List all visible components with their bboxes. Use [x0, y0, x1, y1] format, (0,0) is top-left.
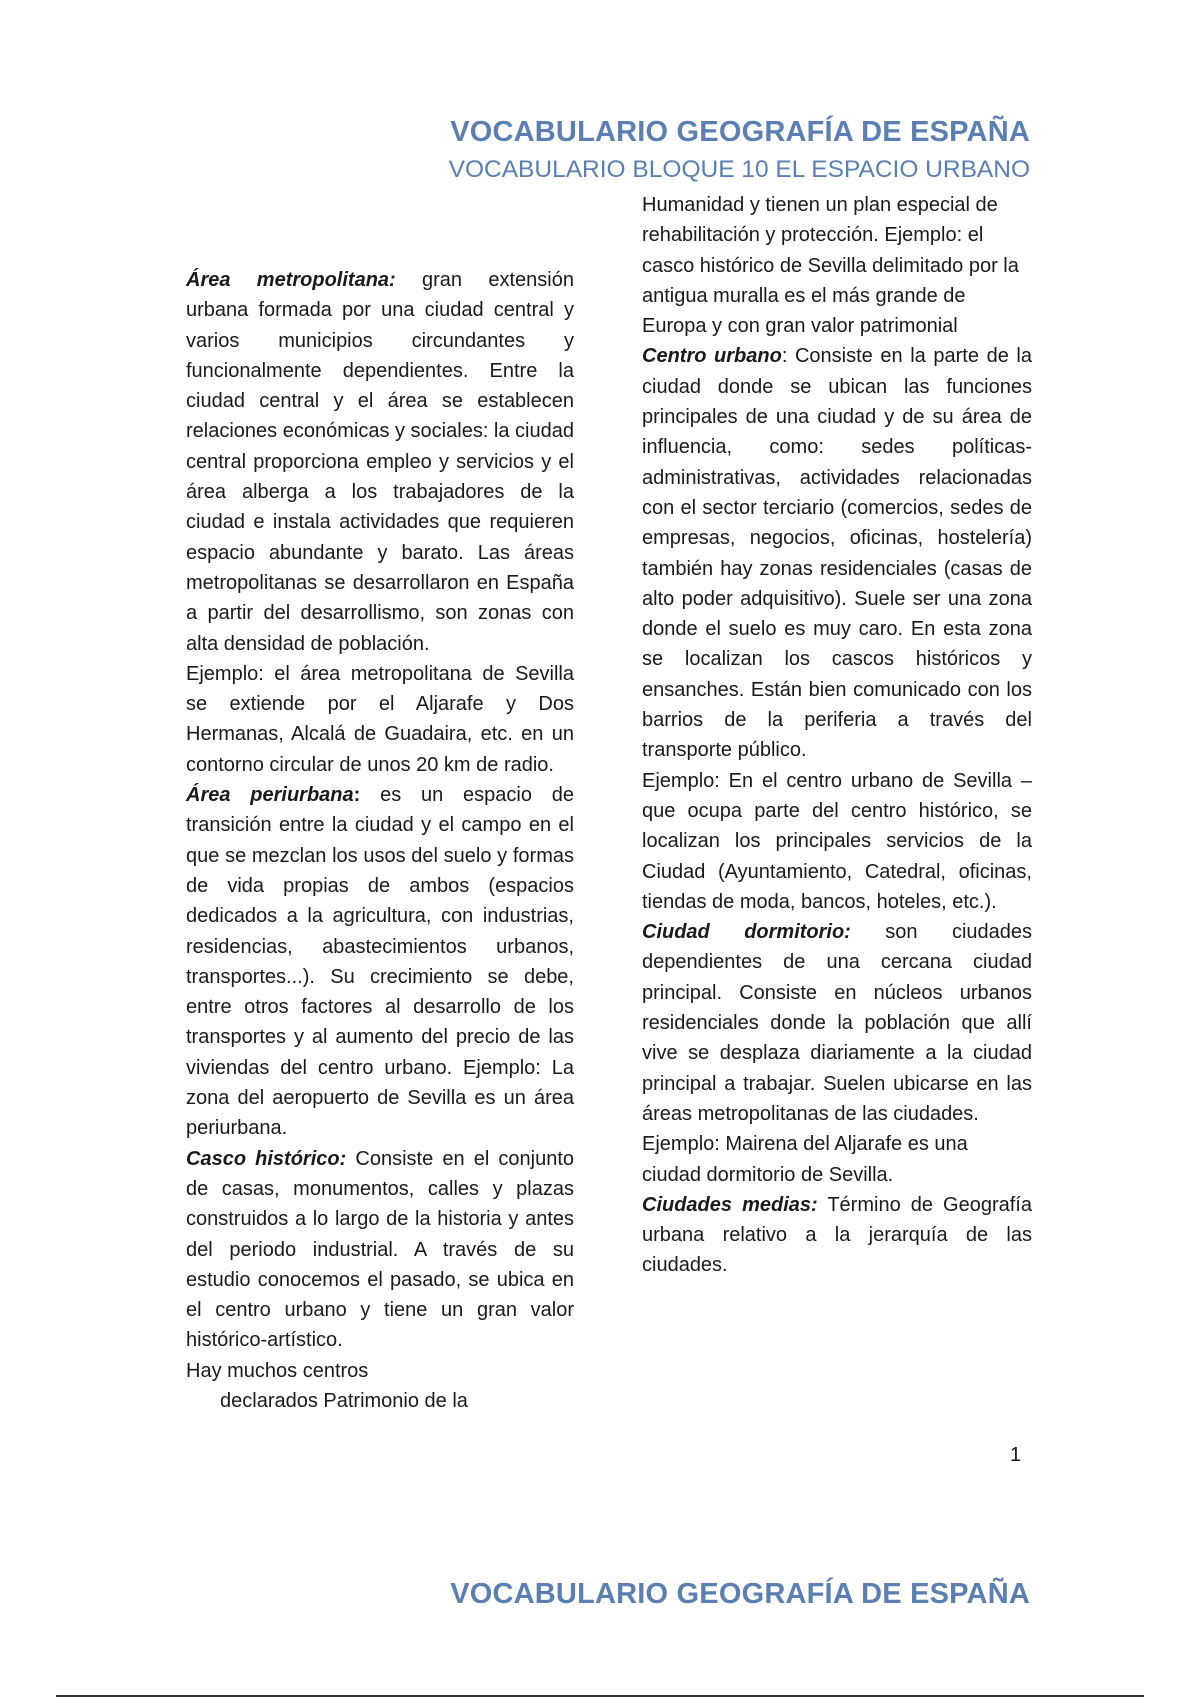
term-colon: :	[353, 784, 361, 807]
example-centro-urbano: Ejemplo: En el centro urbano de Sevilla – que ocupa parte del centro histórico, se localizan los principales servicios de la Ciudad (Ayuntamiento, Catedral, oficinas, tiendas de moda, bancos, hoteles, etc.).	[642, 769, 1032, 913]
next-page-title: VOCABULARIO GEOGRAFÍA DE ESPAÑA	[450, 1578, 1030, 1610]
document-title: VOCABULARIO GEOGRAFÍA DE ESPAÑA	[450, 116, 1030, 148]
casco-historico-line-b: declarados Patrimonio de la	[220, 1389, 468, 1412]
left-column	[186, 265, 574, 1416]
page-divider	[56, 1695, 1144, 1697]
document-subtitle: VOCABULARIO BLOQUE 10 EL ESPACIO URBANO	[448, 156, 1030, 183]
right-column	[642, 190, 1032, 1281]
definition-text: : Consiste en la parte de la ciudad donde se ubican las funciones principales de una ciudad y de su área de influencia, como: sedes políticas-administrativas, actividades relacionadas con el sector terciario (comercios, sedes de empresas, negocios, oficinas, hostelería) también hay zonas residenciales (casas de alto poder adquisitivo). Suele ser una zona donde el suelo es muy caro. En esta zona se localizan los cascos históricos y ensanches. Están bien comunicado con los barrios de la periferia a través del transporte público.	[642, 345, 1033, 762]
definition-text: son ciudades dependientes de una cercana ciudad principal. Consiste en núcleos urbanos residenciales donde la población que allí vive se desplaza diariamente a la ciudad principal a trabajar. Suelen ubicarse en las áreas metropolitanas de las ciudades.	[642, 921, 1033, 1125]
entry-ciudades-medias	[642, 1190, 1032, 1281]
definition-text: gran extensión urbana formada por una ciudad central y varios municipios circundantes y funcionalmente dependientes. Entre la ciudad central y el área se establecen relaciones económicas y sociales: la ciudad central proporciona empleo y servicios y el área alberga a los trabajadores de la ciudad e instala actividades que requieren espacio abundante y barato. Las áreas metropolitanas se desarrollaron en España a partir del desarrollismo, son zonas con alta densidad de población.	[186, 269, 574, 655]
term-label: Ciudades medias:	[642, 1193, 818, 1216]
page-number: 1	[1010, 1444, 1022, 1466]
term-label: Área metropolitana:	[186, 269, 396, 291]
entry-area-periurbana	[186, 780, 574, 1144]
term-label: Centro urbano	[642, 345, 782, 368]
definition-text: Término de Geografía urbana relativo a la jerarquía de las ciudades.	[642, 1193, 1032, 1277]
entry-centro-urbano	[642, 341, 1032, 765]
entry-ciudad-dormitorio	[642, 917, 1032, 1129]
definition-text: Consiste en el conjunto de casas, monumentos, calles y plazas construidos a lo largo de la historia y antes del periodo industrial. A través de su estudio conocemos el pasado, se ubica en el centro urbano y tiene un gran valor histórico-artístico.	[186, 1147, 574, 1352]
term-label: Casco histórico:	[186, 1147, 347, 1170]
term-label: Ciudad dormitorio:	[642, 921, 851, 944]
casco-historico-line-a: Hay muchos centros	[186, 1359, 369, 1382]
definition-text: es un espacio de transición entre la ciudad y el campo en el que se mezclan los usos del suelo y formas de vida propias de ambos (espacios dedicados a la agricultura, con industrias, residencias, abastecimientos urbanos, transportes...). Su crecimiento se debe, entre otros factores al desarrollo de los transportes y al aumento del precio de las viviendas del centro urbano. Ejemplo: La zona del aeropuerto de Sevilla es un área periurbana.	[186, 784, 574, 1140]
term-label: Área periurbana	[186, 784, 354, 807]
casco-historico-continuation: Humanidad y tienen un plan especial de rehabilitación y protección. Ejemplo: el casco histórico de Sevilla delimitado por la antigua muralla es el más grande de Europa y con gran valor patrimonial	[642, 194, 1019, 338]
entry-casco-historico	[186, 1144, 574, 1356]
entry-area-metropolitana	[186, 265, 574, 659]
example-ciudad-dormitorio: Ejemplo: Mairena del Aljarafe es una ciudad dormitorio de Sevilla.	[642, 1133, 968, 1186]
example-area-metropolitana: Ejemplo: el área metropolitana de Sevilla se extiende por el Aljarafe y Dos Hermanas, Alcalá de Guadaira, etc. en un contorno circular de unos 20 km de radio.	[186, 662, 574, 776]
